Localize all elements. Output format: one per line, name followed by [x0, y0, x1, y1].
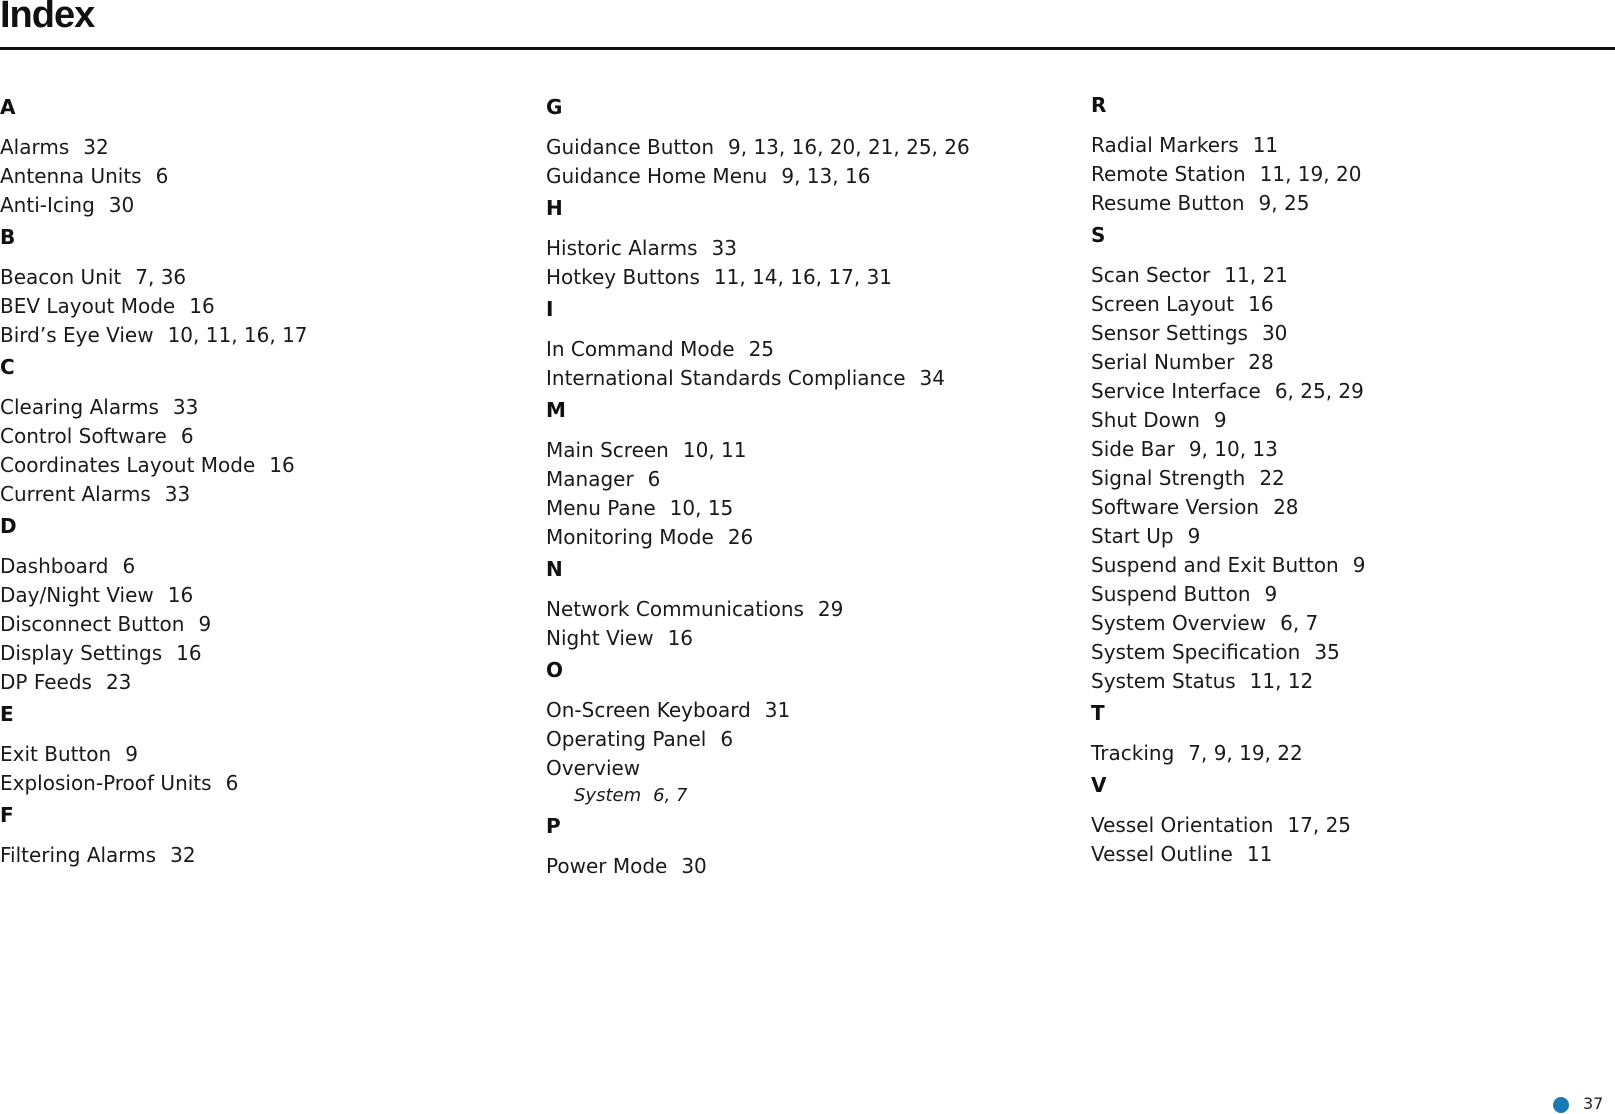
index-entry: [1091, 435, 1611, 464]
index-term: Beacon Unit: [0, 265, 122, 289]
index-page-refs: 16: [667, 626, 694, 650]
index-page-refs: 9: [1264, 582, 1278, 606]
index-group-a: [0, 94, 520, 220]
index-term: Resume Button: [1091, 191, 1245, 215]
index-group-t: [1091, 700, 1611, 768]
index-term: Alarms: [0, 135, 70, 159]
index-term: Screen Layout: [1091, 292, 1235, 316]
index-group-d: [0, 513, 520, 697]
index-term: Shut Down: [1091, 408, 1200, 432]
index-page-refs: 31: [764, 698, 791, 722]
index-letter-heading: T: [1091, 701, 1105, 725]
index-entry: [546, 263, 1066, 292]
index-entry: [1091, 739, 1611, 768]
index-entry: [1091, 638, 1611, 667]
index-term: Radial Markers: [1091, 133, 1239, 157]
index-term: Sensor Settings: [1091, 321, 1248, 345]
index-term: Suspend Button: [1091, 582, 1251, 606]
index-entry: [0, 639, 520, 668]
index-page-refs: 6: [122, 554, 136, 578]
index-entry: [1091, 261, 1611, 290]
index-page-refs: 10, 11: [682, 438, 747, 462]
index-term: Clearing Alarms: [0, 395, 159, 419]
index-group-e: [0, 701, 520, 798]
index-letter-heading: B: [0, 225, 16, 249]
index-letter-heading: E: [0, 702, 14, 726]
index-entry: [546, 595, 1066, 624]
index-term: Hotkey Buttons: [546, 265, 700, 289]
index-page-refs: 11: [1246, 842, 1273, 866]
index-entry: [546, 162, 1066, 191]
index-entry: [1091, 522, 1611, 551]
index-term: Display Settings: [0, 641, 163, 665]
index-page-refs: 30: [108, 193, 135, 217]
index-letter-heading: G: [546, 95, 563, 119]
index-entry: [0, 263, 520, 292]
index-group-h: [546, 195, 1066, 292]
index-term: Historic Alarms: [546, 236, 698, 260]
index-group-f: [0, 802, 520, 870]
index-page-refs: 25: [748, 337, 775, 361]
index-term: Guidance Home Menu: [546, 164, 768, 188]
index-letter-heading: F: [0, 803, 14, 827]
index-page-refs: 30: [1261, 321, 1288, 345]
index-page-refs: 6: [720, 727, 734, 751]
index-term: Remote Station: [1091, 162, 1246, 186]
index-page-refs: 32: [170, 843, 196, 867]
index-entry: [1091, 189, 1611, 218]
index-page-refs: 9: [1187, 524, 1201, 548]
index-page-refs: 9, 13, 16, 20, 21, 25, 26: [728, 135, 970, 159]
index-page-refs: 35: [1314, 640, 1340, 664]
index-term: Serial Number: [1091, 350, 1235, 374]
index-page-refs: 33: [711, 236, 737, 260]
index-term: Manager: [546, 467, 634, 491]
index-entry: [0, 769, 520, 798]
index-group-c: [0, 354, 520, 509]
index-term: Software Version: [1091, 495, 1260, 519]
index-entry: [0, 321, 520, 350]
index-entry: [1091, 377, 1611, 406]
index-term: Vessel Orientation: [1091, 813, 1274, 837]
page-number: 37: [1583, 1094, 1604, 1113]
index-group-m: [546, 397, 1066, 552]
index-entry: [546, 624, 1066, 653]
index-page-refs: 7, 36: [135, 265, 187, 289]
index-entry: [546, 465, 1066, 494]
index-group-i: [546, 296, 1066, 393]
index-term: BEV Layout Mode: [0, 294, 176, 318]
index-term: Dashboard: [0, 554, 109, 578]
index-term: Operating Panel: [546, 727, 707, 751]
index-page-refs: 11, 14, 16, 17, 31: [713, 265, 893, 289]
index-entry: [1091, 667, 1611, 696]
index-letter-heading: V: [1091, 773, 1107, 797]
index-letter-heading: I: [546, 297, 554, 321]
index-term: Monitoring Mode: [546, 525, 714, 549]
index-term: Current Alarms: [0, 482, 151, 506]
index-entry: [546, 133, 1066, 162]
index-group-r: [1091, 92, 1611, 218]
index-term: System Specification: [1091, 640, 1301, 664]
index-letter-heading: M: [546, 398, 566, 422]
index-term: Control Software: [0, 424, 167, 448]
index-entry: [1091, 131, 1611, 160]
index-page-refs: 9, 13, 16: [781, 164, 871, 188]
index-term: Menu Pane: [546, 496, 656, 520]
index-letter-heading: H: [546, 196, 563, 220]
index-entry: [1091, 609, 1611, 638]
index-letter-heading: R: [1091, 93, 1107, 117]
index-entry: [546, 234, 1066, 263]
index-entry: [1091, 551, 1611, 580]
index-entry: [0, 292, 520, 321]
index-entry: [1091, 811, 1611, 840]
index-entry: [546, 494, 1066, 523]
index-entry: [0, 740, 520, 769]
index-page-refs: 7, 9, 19, 22: [1188, 741, 1303, 765]
index-group-g: [546, 94, 1066, 191]
index-page-refs: 11, 19, 20: [1259, 162, 1362, 186]
index-entry: [1091, 580, 1611, 609]
index-entry: [0, 480, 520, 509]
index-page-refs: 6: [225, 771, 239, 795]
index-page-refs: 33: [164, 482, 191, 506]
index-page-refs: 26: [727, 525, 754, 549]
index-letter-heading: O: [546, 658, 564, 682]
index-term: Vessel Outline: [1091, 842, 1233, 866]
page-title: Index: [0, 0, 95, 36]
index-term: Antenna Units: [0, 164, 142, 188]
index-page-refs: 32: [83, 135, 109, 159]
index-subpage-refs: 6, 7: [653, 785, 688, 806]
index-entry: [1091, 406, 1611, 435]
index-page-refs: 17, 25: [1287, 813, 1352, 837]
index-page-refs: 16: [189, 294, 215, 318]
index-entry: [0, 191, 520, 220]
index-term: Overview: [546, 756, 641, 780]
index-entry: [0, 841, 520, 870]
index-subterm: System: [574, 785, 642, 806]
index-column-1: [0, 94, 520, 874]
title-rule: [0, 47, 1615, 50]
index-subentry: [546, 783, 1066, 809]
index-group-v: [1091, 772, 1611, 869]
index-page-refs: 34: [919, 366, 945, 390]
index-group-o: [546, 657, 1066, 809]
index-page-refs: 9: [1213, 408, 1227, 432]
index-letter-heading: D: [0, 514, 17, 538]
index-term: Coordinates Layout Mode: [0, 453, 256, 477]
index-group-b: [0, 224, 520, 350]
index-term: On-Screen Keyboard: [546, 698, 751, 722]
index-group-n: [546, 556, 1066, 653]
index-entry: [546, 364, 1066, 393]
index-page-refs: 11: [1252, 133, 1279, 157]
index-term: Main Screen: [546, 438, 669, 462]
index-entry: [0, 552, 520, 581]
index-page-refs: 10, 15: [669, 496, 734, 520]
index-entry: [0, 133, 520, 162]
index-entry: [0, 581, 520, 610]
index-page-refs: 30: [681, 854, 707, 878]
index-page-refs: 28: [1273, 495, 1299, 519]
index-group-p: [546, 813, 1066, 881]
index-page-refs: 9: [1352, 553, 1366, 577]
index-page-refs: 6, 25, 29: [1274, 379, 1364, 403]
index-entry: [546, 696, 1066, 725]
index-term: Anti-Icing: [0, 193, 95, 217]
index-entry: [546, 436, 1066, 465]
index-entry: [1091, 160, 1611, 189]
index-page-refs: 22: [1259, 466, 1285, 490]
index-entry: [0, 162, 520, 191]
index-entry: [0, 451, 520, 480]
index-page-refs: 16: [167, 583, 194, 607]
index-letter-heading: N: [546, 557, 563, 581]
index-page-refs: 6, 7: [1280, 611, 1319, 635]
index-entry: [546, 754, 1066, 783]
index-page-refs: 16: [269, 453, 295, 477]
index-entry: [1091, 493, 1611, 522]
index-term: Side Bar: [1091, 437, 1175, 461]
index-page-refs: 6: [155, 164, 169, 188]
index-page-refs: 11, 21: [1224, 263, 1288, 287]
index-letter-heading: S: [1091, 223, 1106, 247]
index-term: Start Up: [1091, 524, 1174, 548]
index-entry: [546, 852, 1066, 881]
index-entry: [0, 393, 520, 422]
index-term: Tracking: [1091, 741, 1175, 765]
index-page-refs: 9: [198, 612, 212, 636]
index-term: Bird’s Eye View: [0, 323, 154, 347]
index-letter-heading: C: [0, 355, 15, 379]
index-term: Explosion-Proof Units: [0, 771, 212, 795]
index-entry: [0, 422, 520, 451]
index-entry: [546, 335, 1066, 364]
index-term: Scan Sector: [1091, 263, 1211, 287]
index-term: Disconnect Button: [0, 612, 185, 636]
index-page-refs: 29: [817, 597, 844, 621]
index-term: Service Interface: [1091, 379, 1261, 403]
index-term: Suspend and Exit Button: [1091, 553, 1339, 577]
index-letter-heading: A: [0, 95, 16, 119]
index-page-refs: 9: [125, 742, 138, 766]
index-page-refs: 28: [1248, 350, 1274, 374]
index-entry: [1091, 840, 1611, 869]
index-term: Guidance Button: [546, 135, 715, 159]
index-group-s: [1091, 222, 1611, 696]
page-marker-dot: [1553, 1097, 1569, 1113]
index-term: Day/Night View: [0, 583, 154, 607]
index-column-2: [546, 94, 1066, 885]
index-entry: [1091, 290, 1611, 319]
index-page-refs: 9, 25: [1258, 191, 1310, 215]
index-page-refs: 9, 10, 13: [1188, 437, 1278, 461]
index-entry: [0, 668, 520, 697]
index-column-3: [1091, 92, 1611, 873]
index-letter-heading: P: [546, 814, 561, 838]
index-page-refs: 10, 11, 16, 17: [167, 323, 308, 347]
index-term: Filtering Alarms: [0, 843, 157, 867]
index-page-refs: 33: [172, 395, 199, 419]
index-entry: [1091, 348, 1611, 377]
index-term: International Standards Compliance: [546, 366, 906, 390]
index-page-refs: 16: [176, 641, 202, 665]
index-term: System Overview: [1091, 611, 1267, 635]
index-entry: [0, 610, 520, 639]
index-page-refs: 16: [1248, 292, 1274, 316]
index-term: In Command Mode: [546, 337, 735, 361]
index-entry: [1091, 464, 1611, 493]
index-term: Power Mode: [546, 854, 668, 878]
index-term: Signal Strength: [1091, 466, 1246, 490]
index-page-refs: 6: [647, 467, 661, 491]
index-entry: [1091, 319, 1611, 348]
index-term: DP Feeds: [0, 670, 92, 694]
index-page-refs: 11, 12: [1249, 669, 1314, 693]
index-page-refs: 23: [105, 670, 132, 694]
index-term: Network Communications: [546, 597, 804, 621]
index-entry: [546, 523, 1066, 552]
index-page-refs: 6: [180, 424, 194, 448]
index-term: Night View: [546, 626, 654, 650]
index-term: System Status: [1091, 669, 1236, 693]
index-entry: [546, 725, 1066, 754]
index-term: Exit Button: [0, 742, 112, 766]
